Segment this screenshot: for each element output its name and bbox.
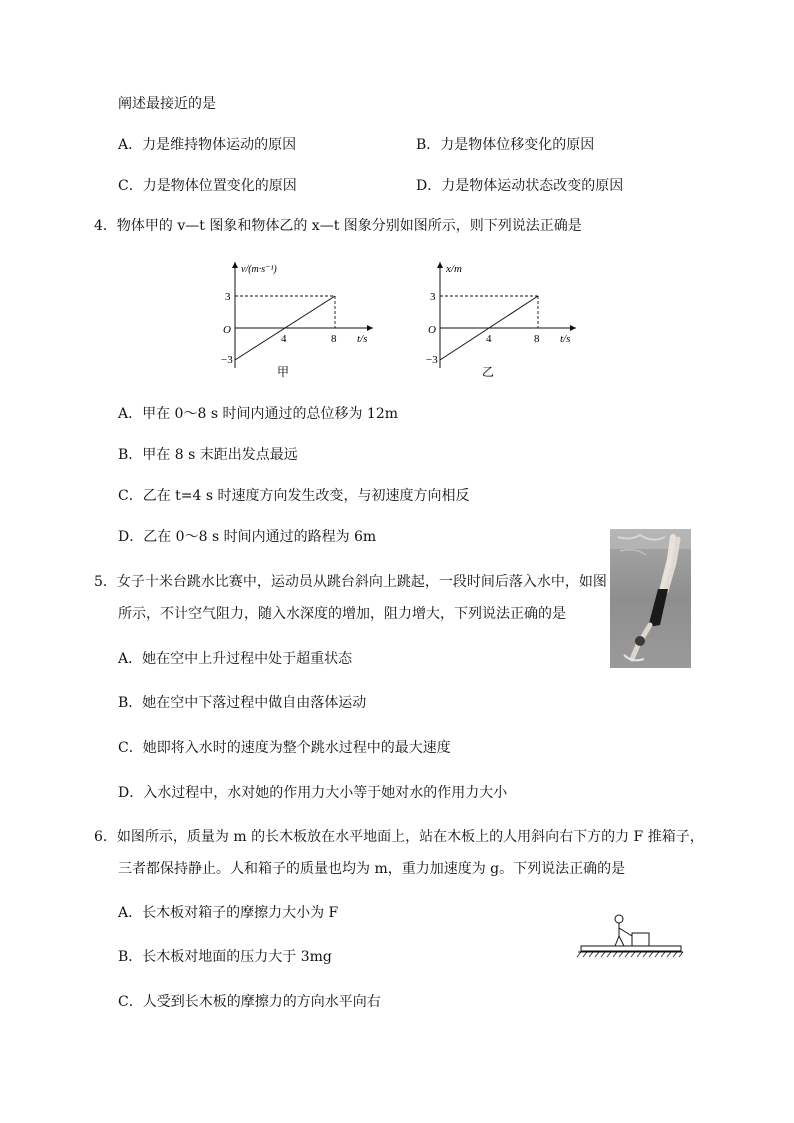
y-axis-label: v/(m·s⁻¹) [241, 264, 277, 275]
q6-stem-line1: 6．如图所示，质量为 m 的长木板放在水平地面上，站在木板上的人用斜向右下方的力 F 推箱子， [94, 829, 704, 845]
q5-option-c: C．她即将入水时的速度为整个跳水过程中的最大速度 [118, 740, 451, 756]
q5-stem-line2: 所示，不计空气阻力，随入水深度的增加，阻力增大，下列说法正确的是 [118, 606, 566, 622]
x-axis-label: t/s [560, 333, 571, 345]
board-person-box-diagram [575, 912, 687, 958]
q6-stem-line2: 三者都保持静止。人和箱子的质量也均为 m，重力加速度为 g。下列说法正确的是 [118, 861, 626, 877]
x-tick-label: 8 [331, 333, 337, 345]
x-tick-label: 4 [486, 333, 492, 345]
x-axis-label: t/s [357, 333, 368, 345]
q3-option-c: C．力是物体位置变化的原因 [118, 178, 297, 194]
y-tick-label: 3 [430, 291, 436, 303]
q3-option-a: A．力是维持物体运动的原因 [118, 137, 297, 153]
x-tick-label: 4 [281, 333, 287, 345]
q4-option-b: B．甲在 8 s 末距出发点最远 [118, 447, 298, 463]
q4-option-a: A．甲在 0～8 s 时间内通过的总位移为 12m [118, 406, 398, 422]
q6-option-a: A．长木板对箱子的摩擦力大小为 F [118, 905, 339, 921]
q4-stem: 4．物体甲的 v—t 图象和物体乙的 x—t 图象分别如图所示，则下列说法正确是 [94, 218, 582, 234]
q3-stem-continuation: 阐述最接近的是 [118, 96, 216, 112]
diver-photo [610, 529, 691, 668]
q5-option-d: D．入水过程中，水对她的作用力大小等于她对水的作用力大小 [118, 785, 508, 801]
y-tick-label: −3 [426, 354, 438, 366]
y-tick-label: 3 [225, 291, 231, 303]
q6-option-c: C．人受到长木板的摩擦力的方向水平向右 [118, 994, 381, 1010]
y-tick-label: −3 [221, 354, 233, 366]
q3-option-d: D．力是物体运动状态改变的原因 [416, 178, 624, 194]
x-tick-label: 8 [534, 333, 540, 345]
q5-stem-line1: 5．女子十米台跳水比赛中，运动员从跳台斜向上跳起，一段时间后落入水中，如图 [94, 574, 607, 590]
y-axis-label: x/m [446, 263, 462, 275]
q6-option-b: B．长木板对地面的压力大于 3mg [118, 949, 332, 965]
graph-caption: 甲 [277, 365, 290, 379]
origin-label: O [428, 324, 436, 336]
q3-option-b: B．力是物体位移变化的原因 [416, 137, 595, 153]
graph-jia [215, 258, 390, 383]
graph-yi [418, 258, 593, 383]
q4-option-d: D．乙在 0～8 s 时间内通过的路程为 6m [118, 529, 377, 545]
q5-option-a: A．她在空中上升过程中处于超重状态 [118, 651, 353, 667]
q5-option-b: B．她在空中下落过程中做自由落体运动 [118, 695, 367, 711]
origin-label: O [223, 324, 231, 336]
q4-option-c: C．乙在 t=4 s 时速度方向发生改变，与初速度方向相反 [118, 488, 470, 504]
graph-caption: 乙 [482, 365, 495, 379]
